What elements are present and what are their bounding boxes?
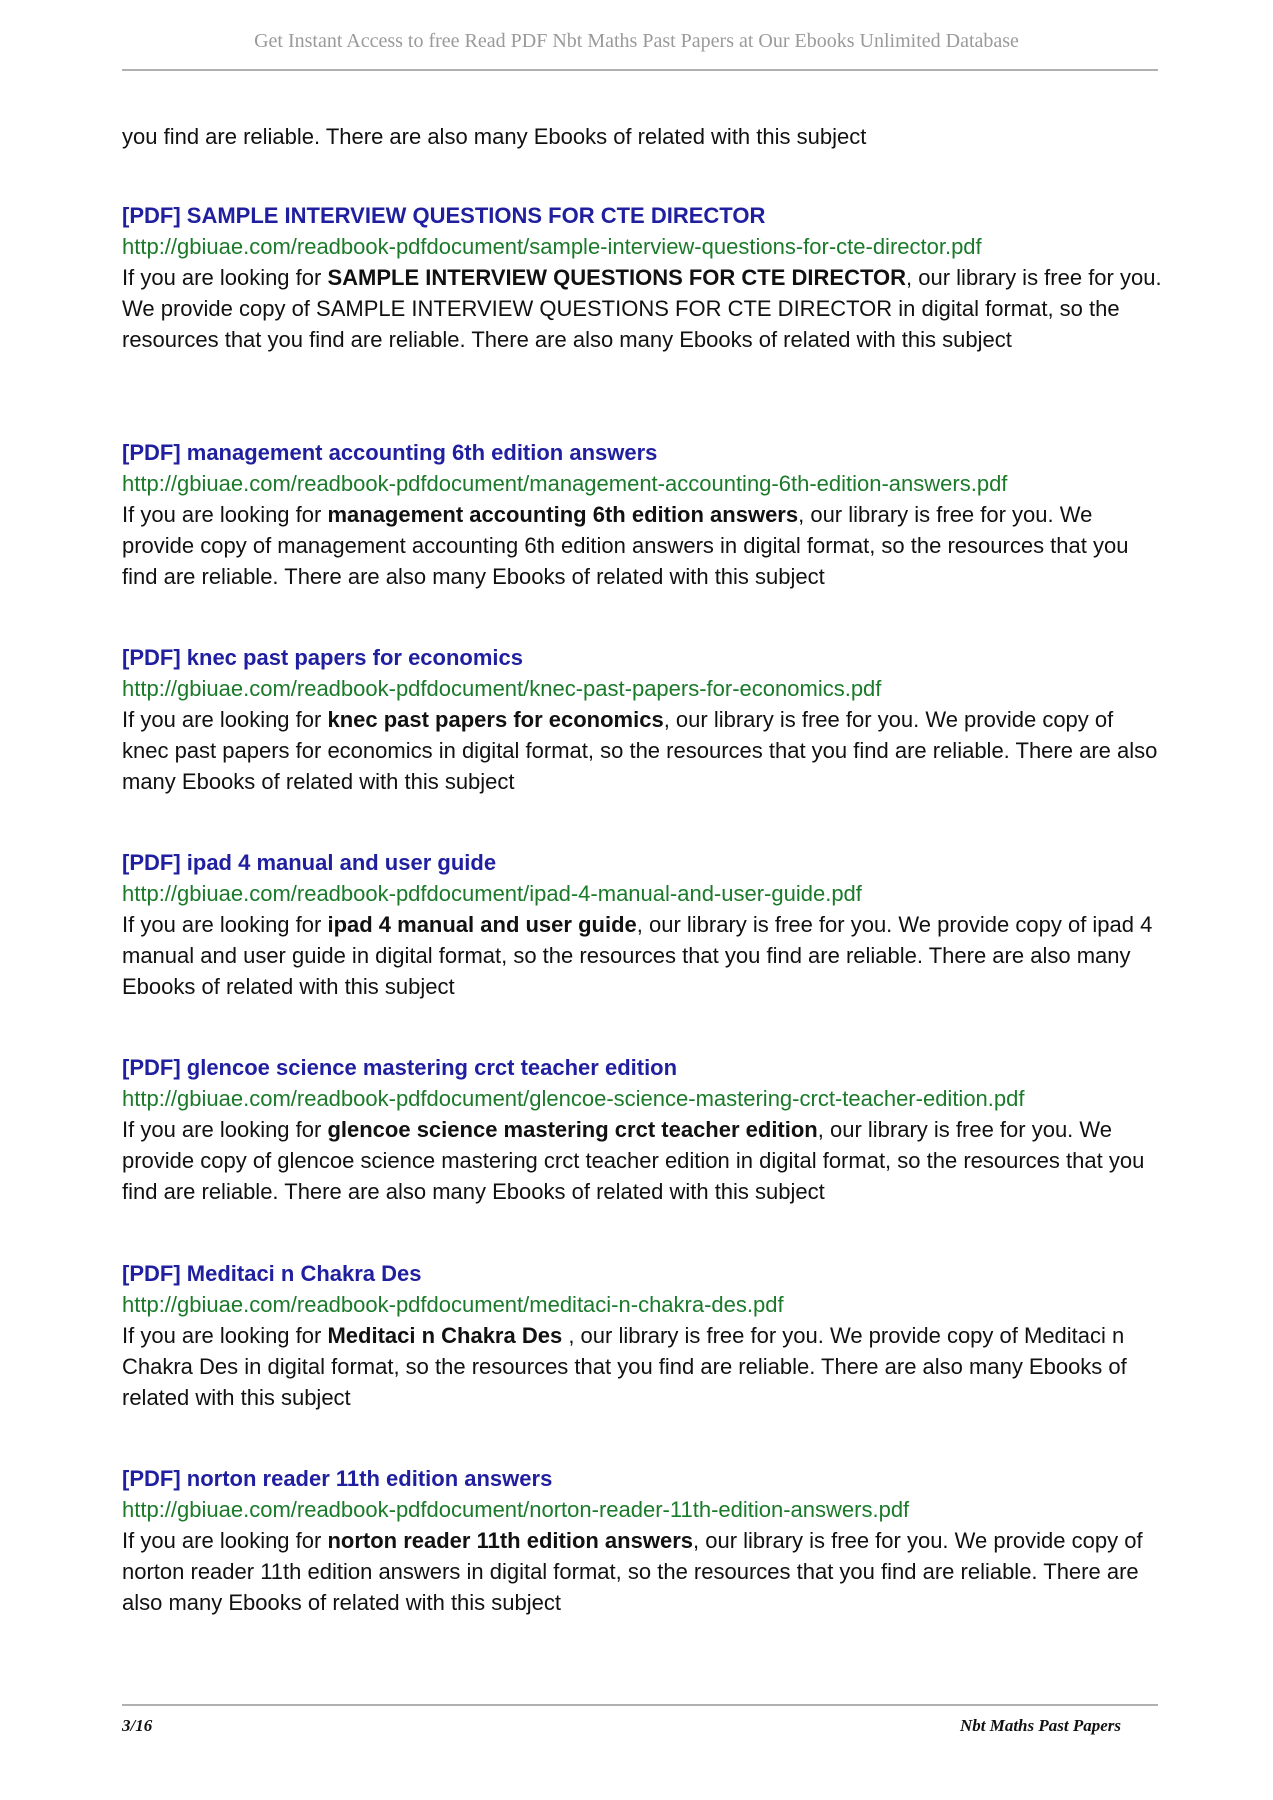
ebook-entry	[122, 437, 1162, 592]
description-bold-title: Meditaci n Chakra Des	[327, 1323, 563, 1348]
page-number: 3/16	[122, 1716, 153, 1735]
description-bold-title: norton reader 11th edition answers	[327, 1528, 693, 1553]
ebook-entry	[122, 200, 1162, 355]
description-bold-title: knec past papers for economics	[327, 707, 664, 732]
description-bold-title: management accounting 6th edition answers	[327, 502, 799, 527]
description-bold-title: ipad 4 manual and user guide	[327, 912, 637, 937]
ebook-entry	[122, 642, 1162, 797]
description-body: , our library is free for you. We provide copy of glencoe science mastering crct teacher edition in digital format, so the resources that you find are reliable. There are also many Ebooks of related with this subject	[122, 1117, 1145, 1204]
entry-url-link[interactable]: http://gbiuae.com/readbook-pdfdocument/meditaci-n-chakra-des.pdf	[122, 1292, 784, 1317]
ebook-entry	[122, 1463, 1162, 1618]
description-body: , our library is free for you. We provide copy of management accounting 6th edition answers in digital format, so the resources that you find are reliable. There are also many Ebooks of related with this subject	[122, 502, 1129, 589]
entry-url-link[interactable]: http://gbiuae.com/readbook-pdfdocument/knec-past-papers-for-economics.pdf	[122, 676, 882, 701]
entry-title-link[interactable]: [PDF] norton reader 11th edition answers	[122, 1466, 553, 1491]
entry-title-link[interactable]: [PDF] SAMPLE INTERVIEW QUESTIONS FOR CTE DIRECTOR	[122, 203, 766, 228]
entry-description	[122, 909, 1162, 1002]
entry-description	[122, 1525, 1162, 1618]
ebook-entry	[122, 1258, 1162, 1413]
description-prefix: If you are looking for	[122, 1323, 328, 1348]
description-prefix: If you are looking for	[122, 502, 328, 527]
entry-url-link[interactable]: http://gbiuae.com/readbook-pdfdocument/sample-interview-questions-for-cte-director.pdf	[122, 234, 982, 259]
entry-url-link[interactable]: http://gbiuae.com/readbook-pdfdocument/ipad-4-manual-and-user-guide.pdf	[122, 881, 862, 906]
ebook-entry	[122, 1052, 1162, 1207]
entry-description	[122, 262, 1162, 355]
entry-description	[122, 704, 1162, 797]
description-body: , our library is free for you. We provide copy of knec past papers for economics in digital format, so the resources that you find are reliable. There are also many Ebooks of related with this subject	[122, 707, 1158, 794]
description-bold-title: glencoe science mastering crct teacher edition	[327, 1117, 818, 1142]
entry-title-link[interactable]: [PDF] knec past papers for economics	[122, 645, 523, 670]
description-prefix: If you are looking for	[122, 707, 328, 732]
description-body: , our library is free for you. We provide copy of Meditaci n Chakra Des in digital format, so the resources that you find are reliable. There are also many Ebooks of related with this subject	[122, 1323, 1127, 1410]
entry-title-link[interactable]: [PDF] glencoe science mastering crct teacher edition	[122, 1055, 678, 1080]
header-divider	[122, 69, 1158, 71]
footer-title: Nbt Maths Past Papers	[959, 1716, 1121, 1735]
entry-description	[122, 499, 1162, 592]
intro-text: you find are reliable. There are also many Ebooks of related with this subject	[122, 124, 867, 149]
entry-url-link[interactable]: http://gbiuae.com/readbook-pdfdocument/management-accounting-6th-edition-answers.pdf	[122, 471, 1008, 496]
description-bold-title: SAMPLE INTERVIEW QUESTIONS FOR CTE DIRECTOR	[327, 265, 907, 290]
footer-divider	[122, 1704, 1158, 1706]
ebook-entry	[122, 847, 1162, 1002]
description-prefix: If you are looking for	[122, 1117, 328, 1142]
entry-url-link[interactable]: http://gbiuae.com/readbook-pdfdocument/norton-reader-11th-edition-answers.pdf	[122, 1497, 910, 1522]
entry-description	[122, 1320, 1162, 1413]
description-prefix: If you are looking for	[122, 265, 328, 290]
entry-title-link[interactable]: [PDF] Meditaci n Chakra Des	[122, 1261, 422, 1286]
page-header: Get Instant Access to free Read PDF Nbt Maths Past Papers at Our Ebooks Unlimited Database	[254, 30, 1019, 52]
entry-url-link[interactable]: http://gbiuae.com/readbook-pdfdocument/glencoe-science-mastering-crct-teacher-edition.pdf	[122, 1086, 1025, 1111]
description-body: , our library is free for you. We provide copy of ipad 4 manual and user guide in digital format, so the resources that you find are reliable. There are also many Ebooks of related with this subject	[122, 912, 1153, 999]
description-prefix: If you are looking for	[122, 912, 328, 937]
entry-description	[122, 1114, 1162, 1207]
entry-title-link[interactable]: [PDF] ipad 4 manual and user guide	[122, 850, 497, 875]
entry-title-link[interactable]: [PDF] management accounting 6th edition answers	[122, 440, 658, 465]
description-prefix: If you are looking for	[122, 1528, 328, 1553]
description-body: , our library is free for you. We provide copy of SAMPLE INTERVIEW QUESTIONS FOR CTE DIRECTOR in digital format, so the resources that you find are reliable. There are also many Ebooks of related with this subject	[122, 265, 1162, 352]
description-body: , our library is free for you. We provide copy of norton reader 11th edition answers in digital format, so the resources that you find are reliable. There are also many Ebooks of related with this subject	[122, 1528, 1143, 1615]
